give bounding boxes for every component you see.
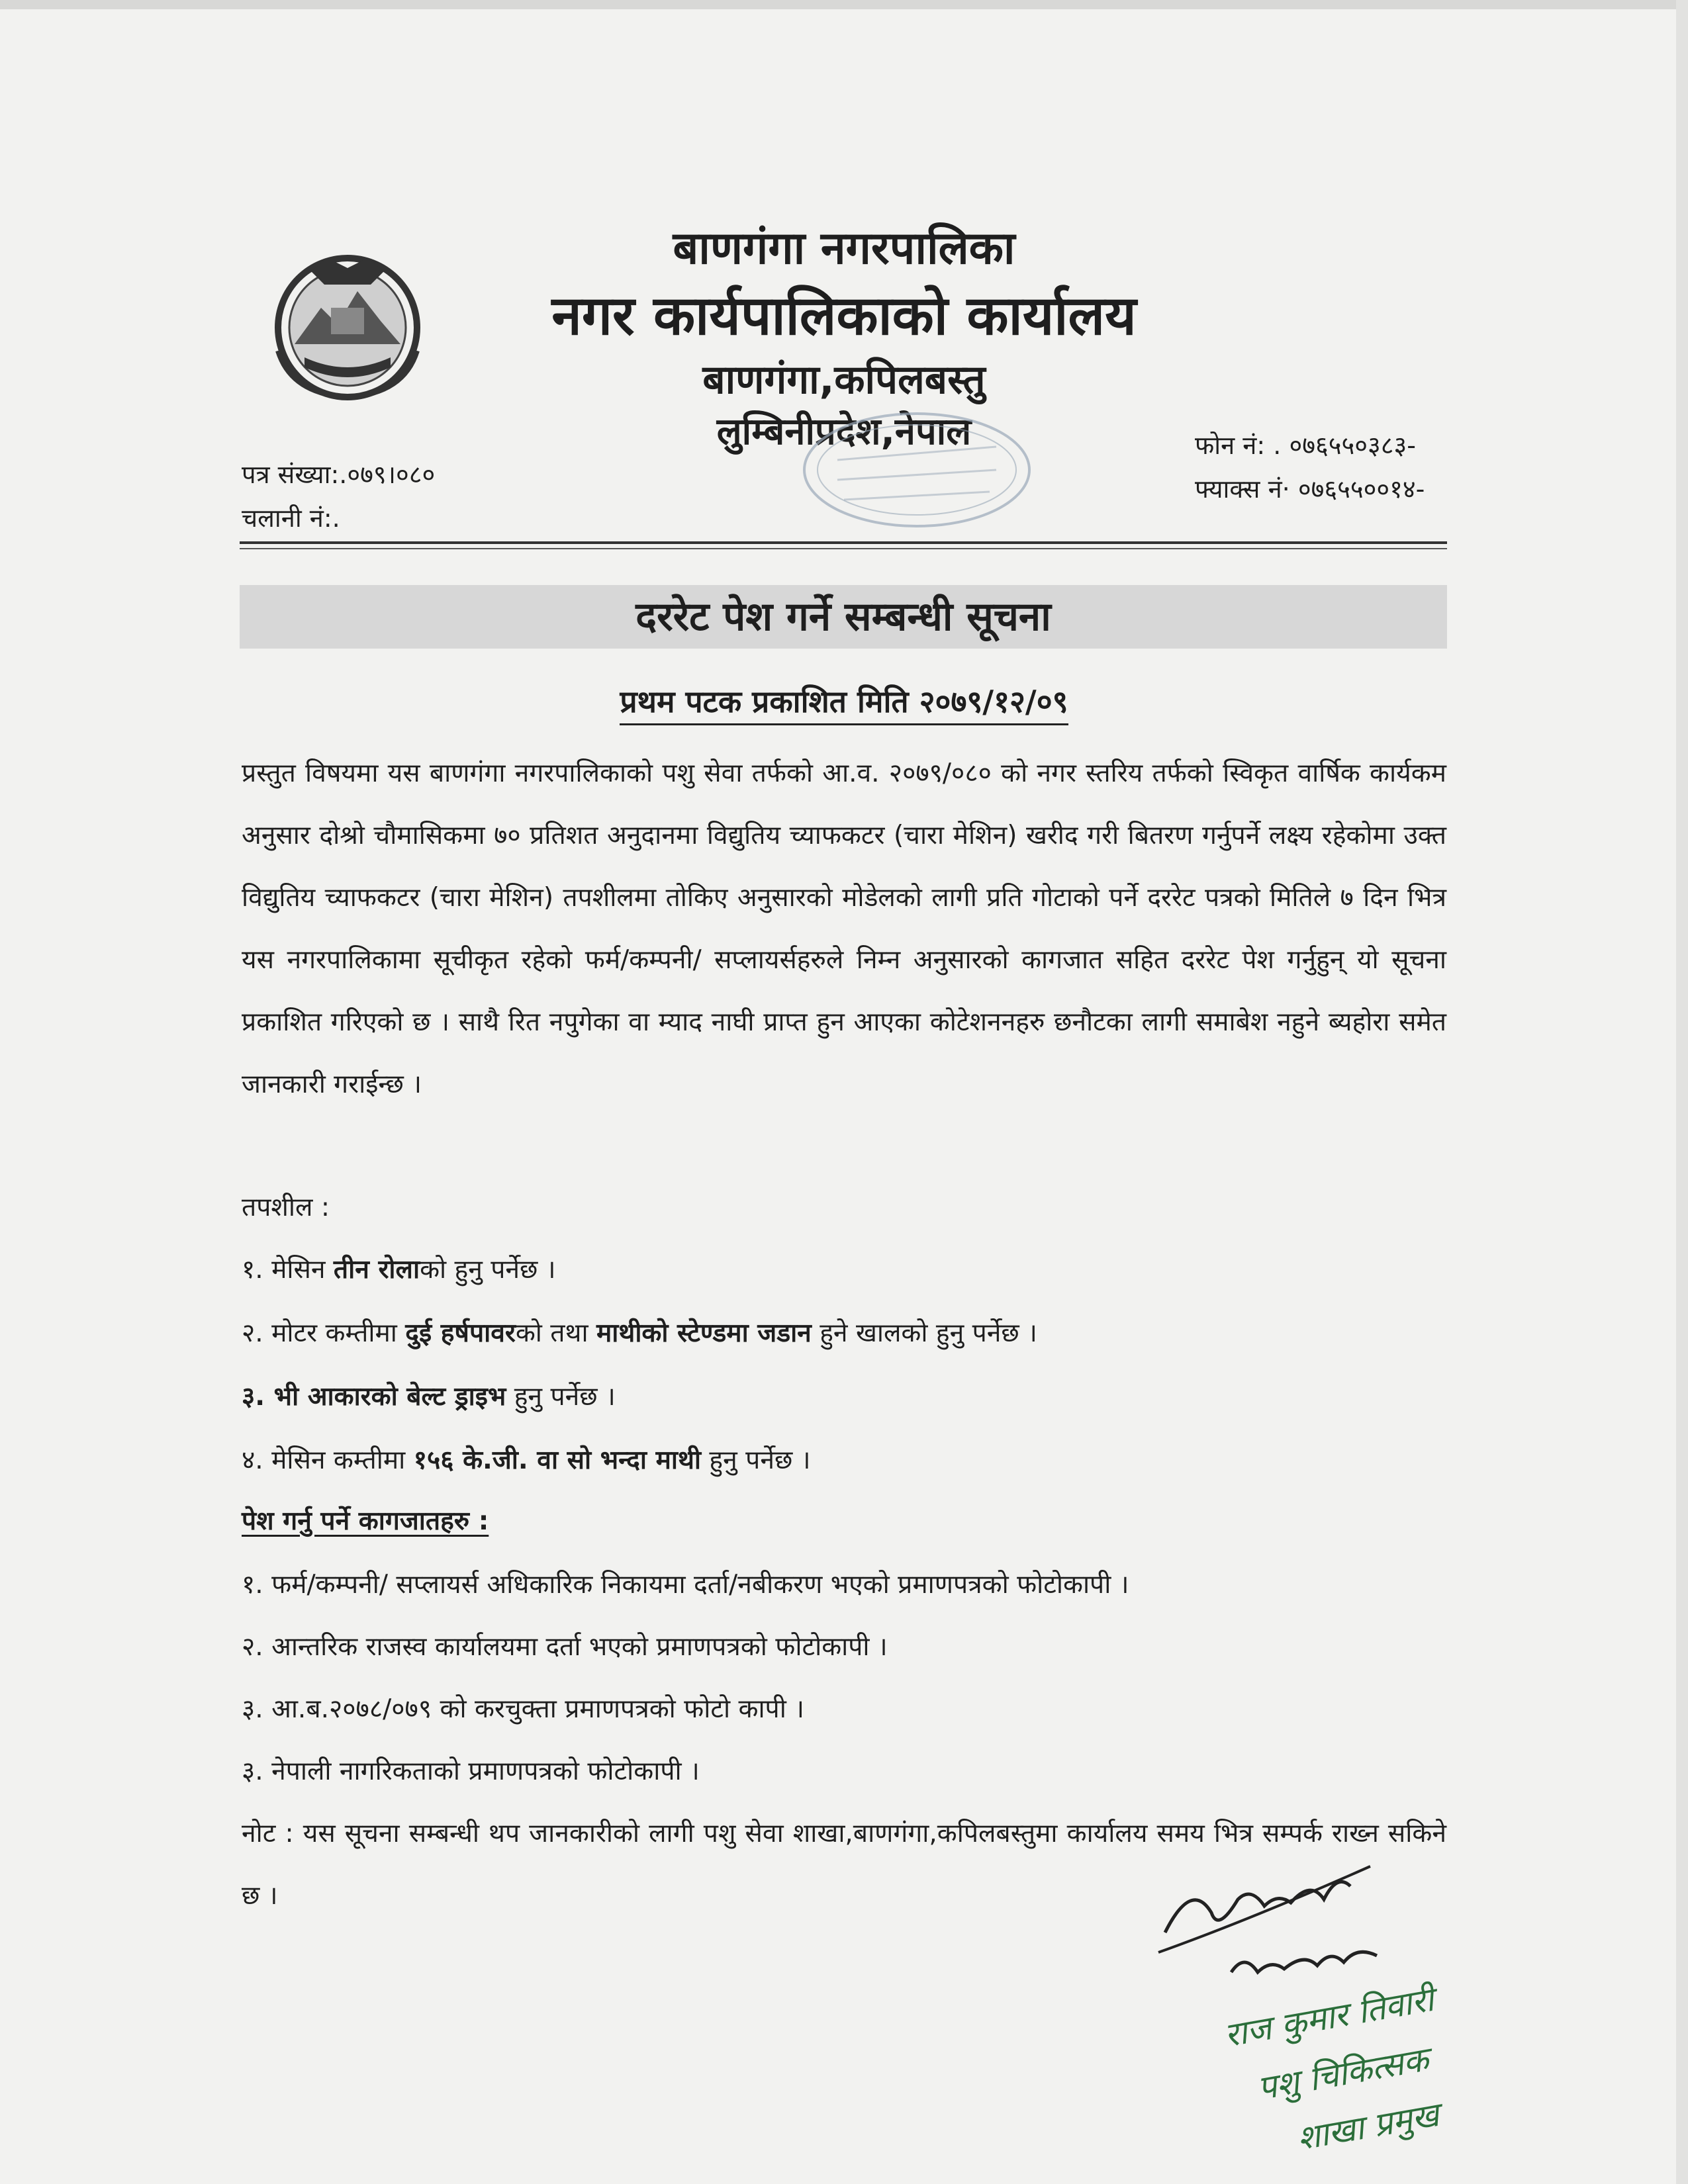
- spec-text: हुनु पर्नेछ ।: [506, 1382, 616, 1412]
- notice-title: दररेट पेश गर्ने सम्बन्धी सूचना: [635, 594, 1051, 640]
- spec-text: ४. मेसिन कम्तीमा: [242, 1445, 414, 1475]
- signer-name: राज कुमार तिवारी: [1221, 1979, 1437, 2055]
- spec-text: २. मोटर कम्तीमा: [242, 1318, 406, 1348]
- municipality-name: बाणगंगा नगरपालिका: [673, 222, 1015, 275]
- publication-date: [0, 680, 1688, 721]
- document-item: १. फर्म/कम्पनी/ सप्लायर्स अधिकारिक निकायमा दर्ता/नबीकरण भएको प्रमाणपत्रको फोटोकापी ।: [242, 1570, 1129, 1600]
- spec-item: [242, 1314, 1037, 1349]
- spec-bold: दुई हर्षपावर: [405, 1318, 516, 1348]
- office-province: लुम्बिनीप्रदेश,नेपाल: [716, 410, 972, 453]
- note-text: नोट : यस सूचना सम्बन्धी थप जानकारीको लागी पशु सेवा शाखा,बाणगंगा,कपिलबस्तुमा कार्यालय समय भित्र सम्पर्क राख्न सकिने छ ।: [242, 1819, 1446, 1911]
- spec-bold: तीन रोला: [333, 1255, 420, 1285]
- letter-number: पत्र संख्या:.०७९।०८०: [242, 460, 436, 489]
- dispatch-number: चलानी नं:.: [242, 504, 340, 533]
- signer-title: पशु चिकित्सक: [1254, 2040, 1432, 2108]
- spec-text: १. मेसिन: [242, 1255, 334, 1285]
- office-location: बाणगंगा,कपिलबस्तु: [702, 357, 986, 403]
- spec-item: [242, 1251, 556, 1286]
- documents-heading: पेश गर्नु पर्ने कागजातहरु :: [242, 1506, 489, 1536]
- document-item: ३. आ.ब.२०७८/०७९ को करचुक्ता प्रमाणपत्रको फोटो कापी ।: [242, 1694, 804, 1724]
- spec-heading: तपशील :: [242, 1193, 330, 1222]
- phone-number: फोन नं: . ०७६५५०३८३-: [1195, 431, 1416, 460]
- spec-text: हुने खालको हुनु पर्नेछ ।: [811, 1318, 1037, 1348]
- signer-section: शाखा प्रमुख: [1294, 2095, 1442, 2158]
- header-divider: [240, 541, 1447, 544]
- spec-item: [242, 1441, 810, 1477]
- spec-text: को हुनु पर्नेछ ।: [420, 1255, 556, 1285]
- spec-text: हुनु पर्नेछ ।: [701, 1445, 811, 1475]
- notice-body: प्रस्तुत विषयमा यस बाणगंगा नगरपालिकाको पशु सेवा तर्फको आ.व. २०७९/०८० को नगर स्तरिय तर्फको स्विकृत वार्षिक कार्यकम अनुसार दोश्रो चौमासिकमा ७० प्रतिशत अनुदानमा विद्युतिय च्याफकटर (चारा मेशिन) खरीद गरी बितरण गर्नुपर्ने लक्ष्य रहेकोमा उक्त विद्युतिय च्याफकटर (चारा मेशिन) तपशीलमा तोकिए अनुसारको मोडेलको लागी प्रति गोटाको पर्ने दररेट पत्रको मितिले ७ दिन भित्र यस नगरपालिकामा सूचीकृत रहेको फर्म/कम्पनी/ सप्लायर्सहरुले निम्न अनुसारको कागजात सहित दररेट पेश गर्नुहुन् यो सूचना प्रकाशित गरिएको छ । साथै रित नपुगेका वा म्याद नाघी प्राप्त हुन आएका कोटेशननहरु छनौटका लागी समाबेश नहुने ब्यहोरा समेत जानकारी गराईन्छ ।: [242, 758, 1446, 1099]
- spec-bold: ३. भी आकारको बेल्ट ड्राइभ: [242, 1382, 506, 1412]
- spec-item: [242, 1378, 616, 1413]
- office-seal-stamp: [798, 407, 1036, 533]
- spec-bold: १५६ के.जी. वा सो भन्दा माथी: [413, 1445, 702, 1475]
- document-item: २. आन्तरिक राजस्व कार्यालयमा दर्ता भएको प्रमाणपत्रको फोटोकापी ।: [242, 1632, 888, 1662]
- document-item: ३. नेपाली नागरिकताको प्रमाणपत्रको फोटोकापी ।: [242, 1756, 700, 1786]
- office-name: नगर कार्यपालिकाको कार्यालय: [551, 285, 1137, 347]
- fax-number: फ्याक्स नं· ०७६५५००१४-: [1195, 475, 1425, 504]
- handwritten-signature: [1152, 1840, 1430, 1992]
- publication-date-text: प्रथम पटक प्रकाशित मिति २०७९/१२/०९: [620, 684, 1068, 725]
- scan-edge: [0, 0, 1688, 9]
- spec-text: को तथा: [515, 1318, 596, 1348]
- header-divider: [240, 548, 1447, 549]
- spec-bold: माथीको स्टेण्डमा जडान: [596, 1318, 812, 1348]
